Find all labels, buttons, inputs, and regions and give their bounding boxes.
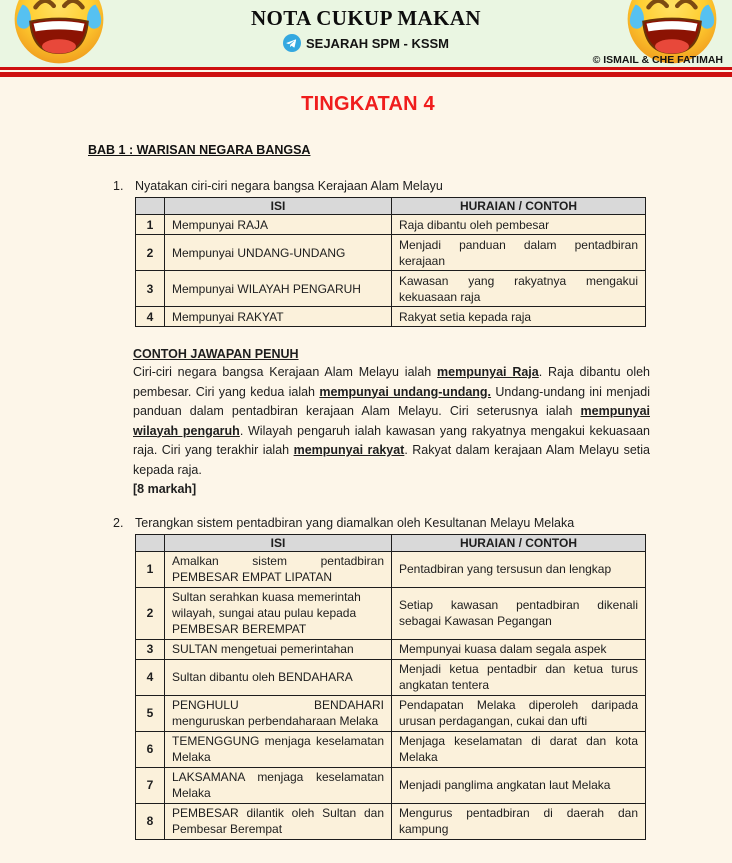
cell-huraian: Raja dibantu oleh pembesar bbox=[392, 215, 646, 235]
header-center bbox=[0, 0, 732, 57]
table-header-row bbox=[136, 534, 646, 551]
cell-isi: LAKSAMANA menjaga keselamatan Melaka bbox=[165, 767, 392, 803]
question-number: 1. bbox=[113, 179, 124, 193]
table-row bbox=[136, 307, 646, 327]
content-area bbox=[0, 93, 732, 840]
model-answer bbox=[133, 347, 650, 500]
table-row bbox=[136, 215, 646, 235]
page-header bbox=[0, 0, 732, 67]
telegram-icon bbox=[283, 34, 301, 52]
cell-isi: PENGHULU BENDAHARI menguruskan perbendaharaan Melaka bbox=[165, 695, 392, 731]
cell-huraian: Mempunyai kuasa dalam segala aspek bbox=[392, 639, 646, 659]
divider-line-bottom bbox=[0, 72, 732, 77]
cell-huraian: Setiap kawasan pentadbiran dikenali sebagai Kawasan Pegangan bbox=[392, 587, 646, 639]
table-ciri-negara-bangsa bbox=[135, 197, 646, 327]
chapter-heading: BAB 1 : WARISAN NEGARA BANGSA bbox=[88, 143, 311, 157]
cell-isi: Mempunyai UNDANG-UNDANG bbox=[165, 235, 392, 271]
answer-heading: CONTOH JAWAPAN PENUH bbox=[133, 347, 299, 361]
cell-huraian: Menjadi panglima angkatan laut Melaka bbox=[392, 767, 646, 803]
table-row bbox=[136, 235, 646, 271]
row-number: 2 bbox=[136, 235, 165, 271]
cell-isi: Sultan dibantu oleh BENDAHARA bbox=[165, 659, 392, 695]
question-text: Nyatakan ciri-ciri negara bangsa Kerajaan Alam Melayu bbox=[135, 179, 443, 193]
answer-paragraph: Ciri-ciri negara bangsa Kerajaan Alam Melayu ialah mempunyai Raja. Raja dibantu oleh pembesar. Ciri yang kedua ialah mempunyai undang-undang. Undang-undang ini menjadi panduan dalam pentadbiran kerajaan Alam Melayu. Ciri seterusnya ialah mempunyai wilayah pengaruh. Wilayah pengaruh ialah kawasan yang rakyatnya mengakui kekuasaan raja. Ciri yang terakhir ialah mempunyai rakyat. Rakyat dalam kerajaan Alam Melayu setia kepada raja. [8 markah] bbox=[133, 365, 650, 496]
cell-huraian: Kawasan yang rakyatnya mengakui kekuasaan raja bbox=[392, 271, 646, 307]
cell-isi: Mempunyai RAKYAT bbox=[165, 307, 392, 327]
header-cell-blank bbox=[136, 198, 165, 215]
question-text: Terangkan sistem pentadbiran yang diamalkan oleh Kesultanan Melayu Melaka bbox=[135, 515, 575, 530]
copyright-text: © ISMAIL & CHE FATIMAH bbox=[592, 54, 723, 66]
cell-huraian: Pentadbiran yang tersusun dan lengkap bbox=[392, 551, 646, 587]
laughing-emoji-icon bbox=[12, 0, 106, 66]
cell-isi: Sultan serahkan kuasa memerintah wilayah, sungai atau pulau kepada PEMBESAR BEREMPAT bbox=[165, 587, 392, 639]
header-cell-isi: ISI bbox=[165, 534, 392, 551]
cell-huraian: Menjaga keselamatan di darat dan kota Melaka bbox=[392, 731, 646, 767]
brand-title: NOTA CUKUP MAKAN bbox=[250, 6, 481, 30]
cell-huraian: Menjadi ketua pentadbir dan ketua turus angkatan tentera bbox=[392, 659, 646, 695]
header-cell-blank bbox=[136, 534, 165, 551]
cell-isi: PEMBESAR dilantik oleh Sultan dan Pembesar Berempat bbox=[165, 803, 392, 839]
cell-huraian: Mengurus pentadbiran di daerah dan kampung bbox=[392, 803, 646, 839]
telegram-channel-row bbox=[283, 34, 449, 52]
row-number: 7 bbox=[136, 767, 165, 803]
row-number: 1 bbox=[136, 215, 165, 235]
cell-isi: Mempunyai WILAYAH PENGARUH bbox=[165, 271, 392, 307]
question-2 bbox=[88, 515, 648, 840]
row-number: 3 bbox=[136, 639, 165, 659]
table-row bbox=[136, 271, 646, 307]
row-number: 8 bbox=[136, 803, 165, 839]
row-number: 5 bbox=[136, 695, 165, 731]
header-cell-isi: ISI bbox=[165, 198, 392, 215]
table-row bbox=[136, 803, 646, 839]
row-number: 2 bbox=[136, 587, 165, 639]
row-number: 6 bbox=[136, 731, 165, 767]
row-number: 3 bbox=[136, 271, 165, 307]
cell-isi: TEMENGGUNG menjaga keselamatan Melaka bbox=[165, 731, 392, 767]
table-row bbox=[136, 639, 646, 659]
table-sistem-pentadbiran-melaka bbox=[135, 534, 646, 840]
cell-isi: Amalkan sistem pentadbiran PEMBESAR EMPAT LIPATAN bbox=[165, 551, 392, 587]
table-row bbox=[136, 695, 646, 731]
row-number: 4 bbox=[136, 307, 165, 327]
table-row bbox=[136, 551, 646, 587]
red-divider bbox=[0, 67, 732, 77]
question-2-line bbox=[113, 515, 648, 531]
question-1 bbox=[88, 178, 648, 327]
table-header-row bbox=[136, 198, 646, 215]
cell-huraian: Rakyat setia kepada raja bbox=[392, 307, 646, 327]
cell-isi: Mempunyai RAJA bbox=[165, 215, 392, 235]
cell-huraian: Menjadi panduan dalam pentadbiran kerajaan bbox=[392, 235, 646, 271]
table-row bbox=[136, 587, 646, 639]
header-cell-huraian: HURAIAN / CONTOH bbox=[392, 198, 646, 215]
cell-huraian: Pendapatan Melaka diperoleh daripada urusan perdagangan, cukai dan ufti bbox=[392, 695, 646, 731]
page-title: TINGKATAN 4 bbox=[301, 93, 435, 115]
table-row bbox=[136, 767, 646, 803]
question-number: 2. bbox=[113, 515, 124, 530]
table-row bbox=[136, 731, 646, 767]
cell-isi: SULTAN mengetuai pemerintahan bbox=[165, 639, 392, 659]
question-1-line bbox=[113, 178, 648, 194]
channel-name: SEJARAH SPM - KSSM bbox=[305, 35, 450, 51]
row-number: 1 bbox=[136, 551, 165, 587]
row-number: 4 bbox=[136, 659, 165, 695]
header-cell-huraian: HURAIAN / CONTOH bbox=[392, 534, 646, 551]
table-row bbox=[136, 659, 646, 695]
